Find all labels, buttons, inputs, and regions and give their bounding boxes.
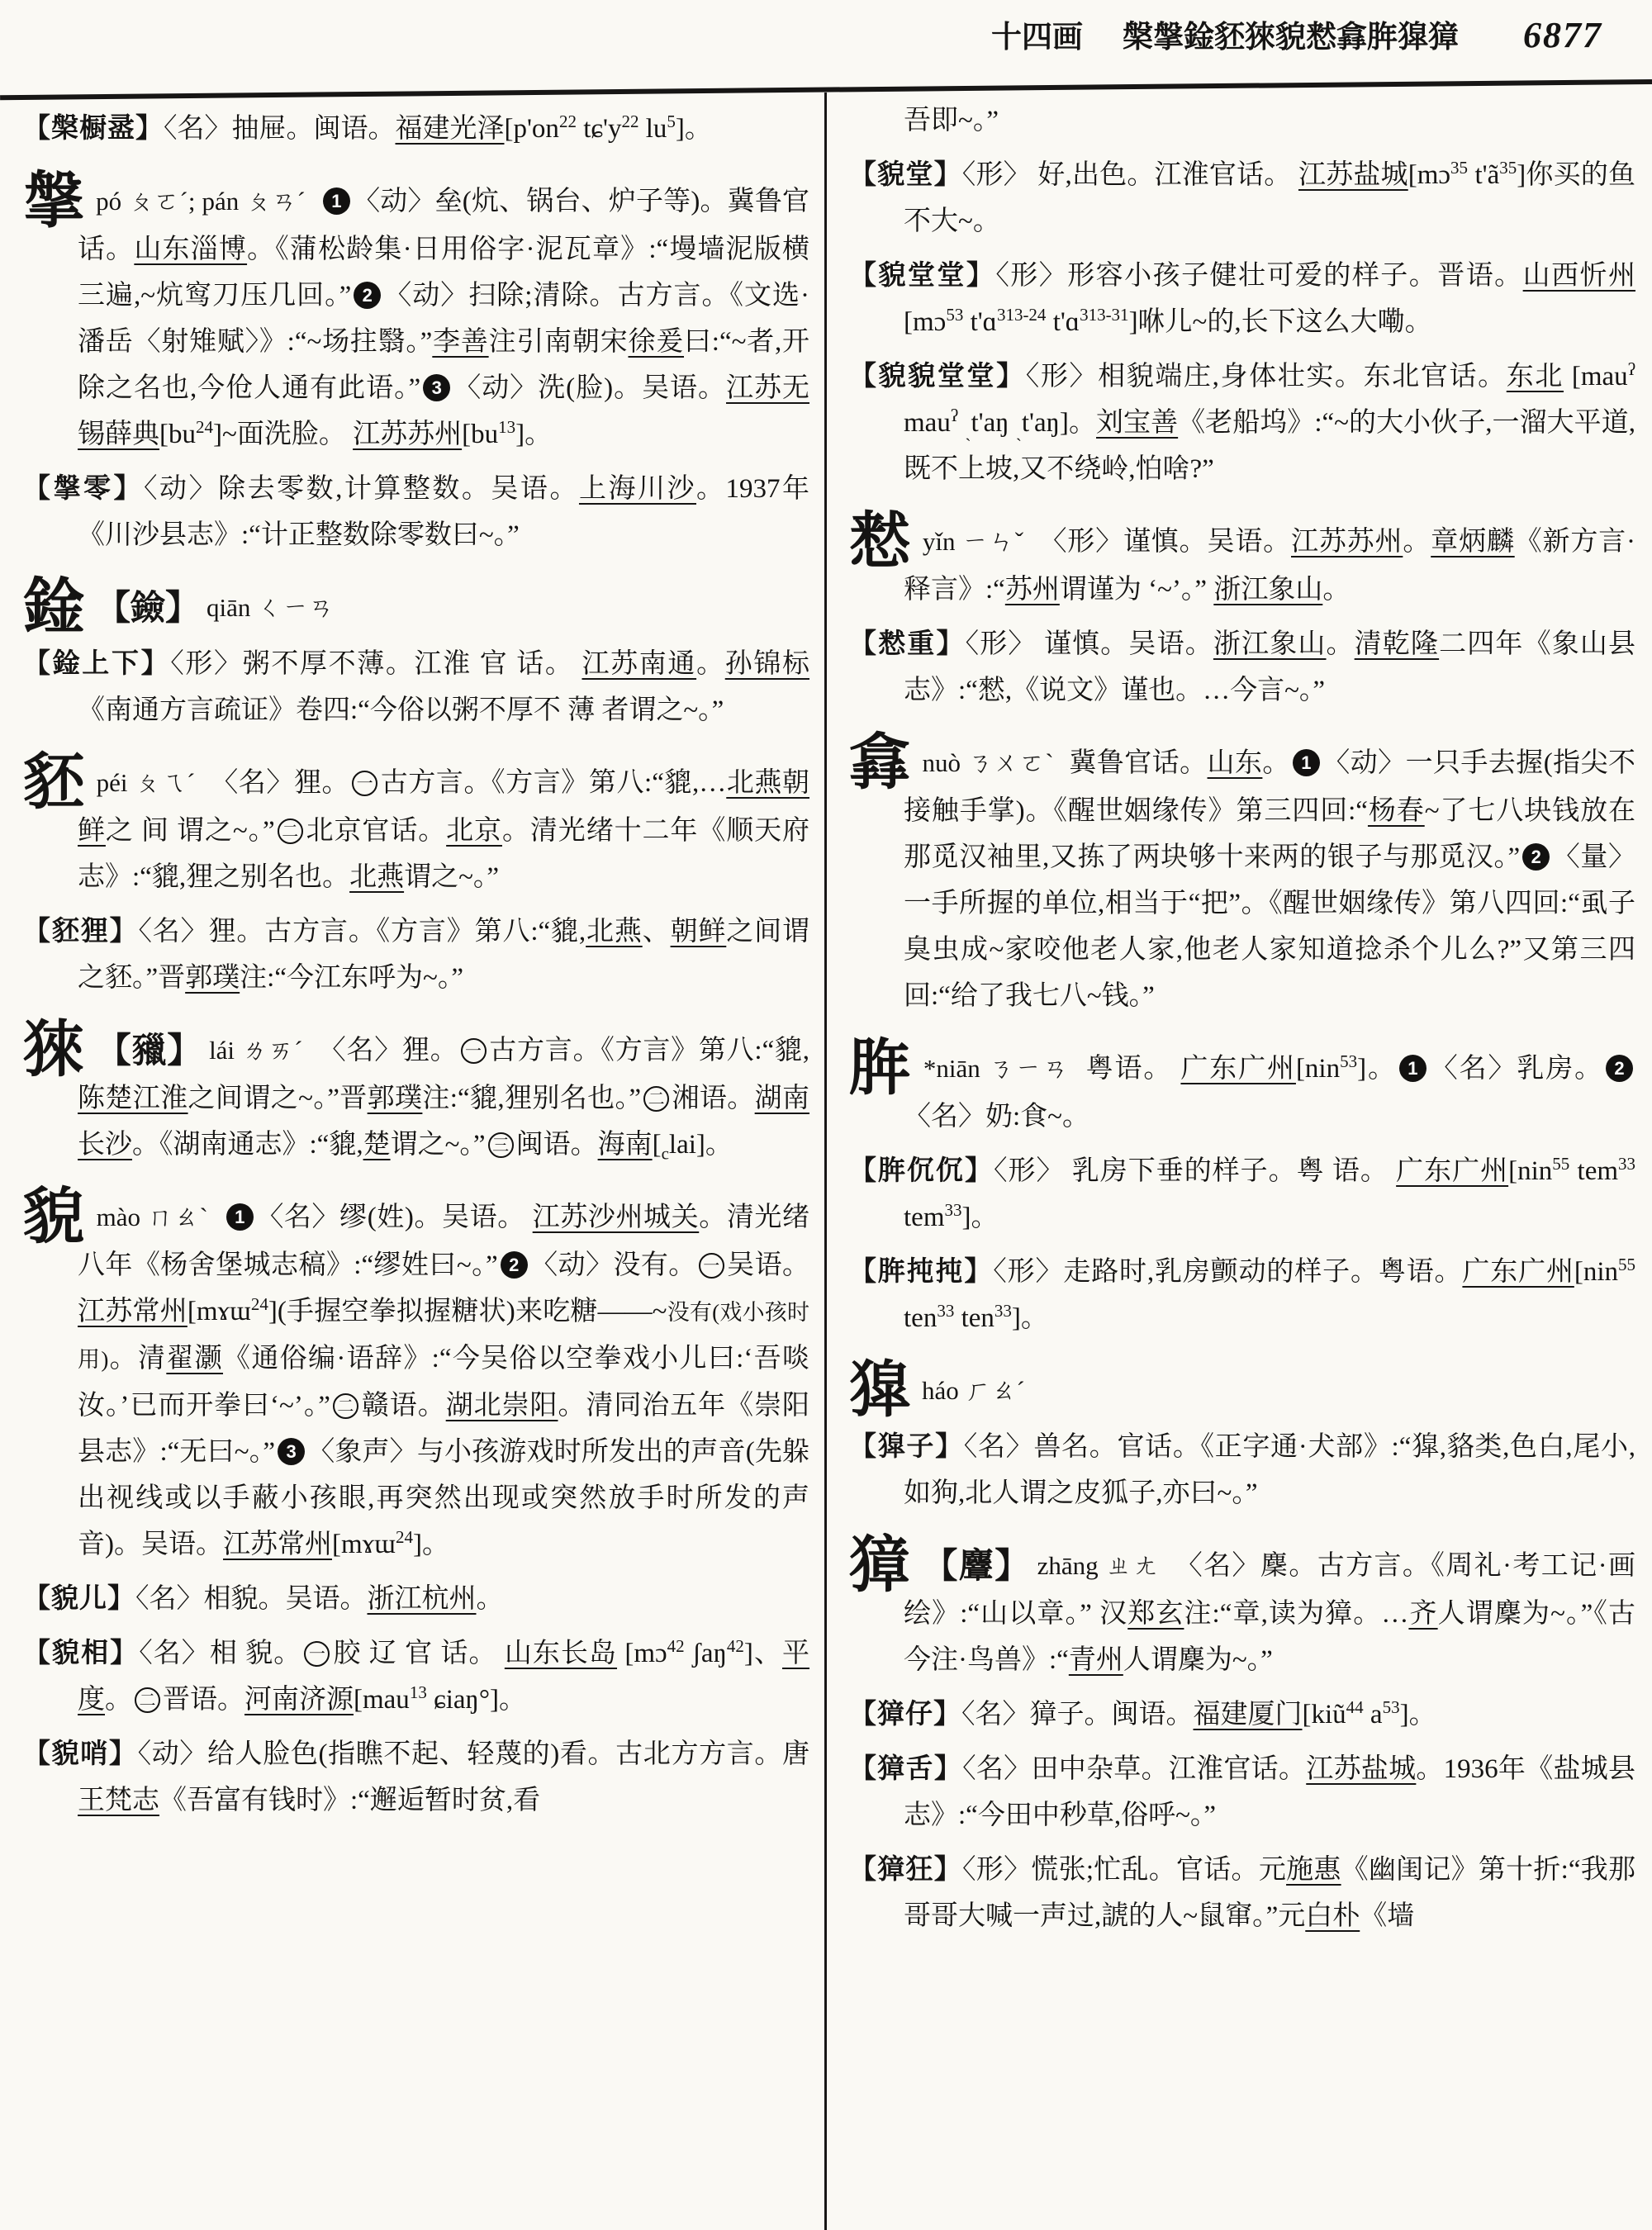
dictionary-entry (849, 508, 1635, 613)
dictionary-entry (849, 1847, 1635, 1939)
dictionary-entry (849, 353, 1635, 492)
dictionary-entry (23, 1184, 809, 1568)
dictionary-entry (23, 1731, 809, 1824)
entry-definition-text: 〈名〉田中杂草。江淮官话。江苏盐城。1936年《盐城县志》:“今田中秒草,俗呼~。” (904, 1754, 1635, 1830)
entry-definition-text: 〈形〉走路时,乳房颤动的样子。粤语。广东广州[nin$^{55}$ ten$^{33}$ ten$^{33}$]。 (904, 1255, 1635, 1333)
entry-head-character: 貌 (23, 1184, 85, 1251)
entry-definition-text: 〈形〉形容小孩子健壮可爱的样子。晋语。山西忻州[mɔ$^{53}$ t'ɑ$^{313-24}$ t'ɑ$^{313-31}$]咻儿~的,长下这么大嘞。 (904, 261, 1635, 337)
entry-head-character: 鍂 (23, 574, 84, 642)
entry-definition-text: 吾即~。” (904, 106, 999, 135)
entry-headword: 【慭重】 (849, 629, 966, 659)
dictionary-entry (23, 1017, 809, 1168)
dictionary-entry (23, 466, 809, 558)
entry-head-character: 慭 (849, 508, 911, 576)
dictionary-entry (849, 1746, 1635, 1839)
entry-definition-text: 〈形〉谨慎。吴语。江苏苏州。章炳麟《新方言·释言》:“苏州谓谨为 ‘~’。” 浙江象山。 (904, 527, 1635, 605)
entry-definition-text: 冀鲁官话。山东。 1 〈动〉一只手去握(指尖不接触手掌)。《醒世姻缘传》第三四回:“杨春~了七八块钱放在那觅汉袖里,又拣了两块够十来两的银子与那觅汉。” 2 〈量〉一手所握的单位,相当于“把”。《醒世姻缘传》第八四回:“虱子臭虫成~家咬他老人家,他老人家知道捻杀个儿么?”又第三四回:“给了我七八~钱。” (904, 748, 1635, 1011)
dictionary-entry (849, 1357, 1635, 1425)
entry-pronunciation: mào ㄇㄠˋ (96, 1203, 216, 1231)
dictionary-entry (23, 106, 809, 152)
entry-definition-text: 〈名〉狸。 一 古方言。《方言》第八:“貔,…北燕朝鲜之 间 谓之~。” 二 北京官话。北京。清光绪十二年《顺天府志》:“貔,狸之别名也。北燕谓之~。” (78, 768, 809, 892)
entry-definition-text: 〈名〉兽名。官话。《正字通·犬部》:“獔,貉类,色白,尾小,如狗,北人谓之皮狐子,亦曰~。” (904, 1432, 1635, 1508)
entry-pronunciation: lái ㄌㄞˊ (209, 1036, 311, 1065)
entry-traditional-form: 【麞】 (923, 1548, 1031, 1586)
entry-definition-text: 〈动〉除去零数,计算整数。吴语。上海川沙。1937年《川沙县志》:“计正整数除零数曰~。” (78, 474, 809, 550)
entry-definition-text: 〈名〉相貌。吴语。浙江杭州。 (135, 1584, 504, 1614)
running-head-headword-index: 槃搫鍂豾猍貌慭搻脌獔獐 (1123, 21, 1459, 55)
dictionary-entry (849, 152, 1635, 244)
entry-headword: 【貌堂】 (849, 160, 962, 190)
entry-headword: 【槃橱盝】 (23, 114, 164, 144)
entry-traditional-form: 【䝓】 (96, 1032, 203, 1070)
entry-headword: 【貌儿】 (23, 1584, 135, 1614)
dictionary-entry (849, 1532, 1635, 1683)
dictionary-entry (849, 1148, 1635, 1241)
entry-head-character: 豾 (23, 749, 85, 817)
entry-headword: 【貌貌堂堂】 (849, 362, 1026, 391)
entry-definition-text: 〈形〉 谨慎。吴语。浙江象山。清乾隆二四年《象山县志》:“憖,《说文》谨也。…今言~。” (904, 629, 1635, 705)
dictionary-entry (849, 1035, 1635, 1140)
page-number: 6877 (1523, 15, 1602, 55)
entry-definition-text: 〈形〉 好,出色。江淮官话。 江苏盐城[mɔ$^{35}$ $t'ã^{35}$]你买的鱼不大~。 (904, 158, 1635, 236)
dictionary-entry (23, 1576, 809, 1622)
entry-definition-text: 〈形〉粥不厚不薄。江淮 官 话。 江苏南通。孙锦标《南通方言疏证》卷四:“今俗以粥不厚不 薄 者谓之~。” (78, 649, 809, 725)
entry-head-character: 脌 (849, 1035, 912, 1103)
entry-definition-text: 〈形〉 乳房下垂的样子。粤 语。 广东广州[nin$^{55}$ tem$^{33}$ tem$^{33}$]。 (904, 1154, 1635, 1232)
entry-headword: 【獐仔】 (849, 1700, 961, 1729)
dictionary-entry (849, 621, 1635, 714)
entry-pronunciation: nuò ㄋㄨㄛˋ (922, 748, 1061, 777)
entry-headword: 【獐狂】 (849, 1855, 963, 1885)
entry-headword: 【脌伔伔】 (849, 1156, 994, 1186)
dictionary-entry (849, 729, 1635, 1019)
entry-headword: 【獐舌】 (849, 1754, 963, 1784)
running-head-stroke-section: 十四画 (991, 21, 1083, 55)
right-column (849, 97, 1635, 2230)
entry-head-character: 獔 (849, 1357, 910, 1425)
entry-definition-text: 〈名〉麇。古方言。《周礼·考工记·画绘》:“山以章。” 汉郑玄注:“章,读为獐。…齐人谓麇为~。”《古今注·鸟兽》:“青州人谓麇为~。” (904, 1551, 1635, 1675)
dictionary-entry (23, 574, 809, 642)
entry-headword: 【鍂上下】 (23, 649, 171, 679)
entry-pronunciation: háo ㄏㄠˊ (922, 1376, 1025, 1405)
entry-headword: 【豾狸】 (23, 917, 139, 947)
entry-headword: 【搫零】 (23, 474, 145, 504)
entry-headword: 【貌堂堂】 (849, 261, 996, 291)
entry-headword: 【脌扽扽】 (849, 1257, 994, 1287)
entry-definition-text: 〈形〉相貌端庄,身体壮实。东北官话。东北 [mau$^ʔ$ mau$^ʔ$ $_ˏ$t'aŋ $_ˏ$t'aŋ]。刘宝善《老船坞》:“~的大小伙子,一溜大平道,既不上坡,又不绕岭,怕啥?” (904, 359, 1635, 484)
dictionary-entry (849, 1249, 1635, 1341)
dictionary-entry (849, 1691, 1635, 1738)
left-column (23, 97, 809, 2230)
entry-definition-text: 〈形〉慌张;忙乱。官话。元施惠《幽闺记》第十折:“我那哥哥大喊一声过,諕的人~鼠窜。”元白朴《墙 (904, 1855, 1635, 1931)
entry-head-character: 猍 (23, 1017, 85, 1084)
entry-head-character: 搻 (849, 729, 911, 797)
dictionary-entry (23, 749, 809, 900)
dictionary-entry (849, 1424, 1635, 1516)
entry-definition-text: 〈名〉獐子。闽语。福建厦门[kiũ$^{44}$ $a^{53}$]。 (961, 1697, 1436, 1729)
dictionary-entry (23, 909, 809, 1001)
entry-head-character: 搫 (23, 168, 85, 235)
entry-definition-text: 〈名〉狸。古方言。《方言》第八:“貔,北燕、朝鲜之间谓之豾。”晋郭璞注:“今江东呼为~。” (78, 917, 809, 993)
entry-pronunciation: yǐn ㄧㄣˇ (922, 527, 1032, 556)
entry-definition-text: 粤语。 广东广州[nin$^{53}$]。 1 〈名〉乳房。 2〈名〉奶:食~。 (904, 1054, 1635, 1132)
entry-pronunciation: pó ㄆㄛˊ; pán ㄆㄢˊ (96, 187, 312, 216)
page-header (0, 12, 1602, 69)
dictionary-entry (23, 168, 809, 458)
dictionary-entry (23, 641, 809, 733)
entry-headword: 【貌相】 (23, 1639, 140, 1668)
entry-definition-text: 1 〈动〉垒(炕、锅台、炉子等)。冀鲁官话。山东淄博。《蒲松龄集·日用俗字·泥瓦章》:“墁墙泥版横三遍,~炕窎刀压几回。” 2 〈动〉扫除;清除。古方言。《文选·潘岳〈射雉赋〉》:“~场拄翳。”李善注引南朝宋徐爰曰:“~者,开除之名也,今伧人通有此语。” 3 〈动〉洗(脸)。吴语。江苏无锡薛典$[bu^{24}]\sim$面洗脸。 江苏苏州$[bu^{13}]$。 (78, 187, 809, 449)
entry-pronunciation: qiān ㄑㄧㄢ (206, 593, 335, 622)
entry-pronunciation: péi ㄆㄟˊ (96, 768, 203, 797)
dictionary-entry (23, 1630, 809, 1723)
entry-definition-text: 〈名〉狸。 一 古方言。《方言》第八:“貔,陈楚江淮之间谓之~。”晋郭璞注:“貔,狸别名也。” 二 湘语。湖南长沙。《湖南通志》:“貔,楚谓之~。” 三 闽语。海南$[_clai]$。 (78, 1036, 809, 1164)
dictionary-entry (849, 97, 1635, 144)
entry-definition-text: 〈名〉相 貌。 一 胶 辽 官 话。 山东长岛 [mɔ$^{42}$ ʃaŋ$^{42}$]、平度。 二 晋语。河南济源[mau$^{13}$ ɕiaŋ°]。 (78, 1636, 809, 1715)
entry-headword: 【貌哨】 (23, 1739, 138, 1769)
entry-pronunciation: zhāng ㄓㄤ (1037, 1551, 1167, 1580)
column-divider (824, 93, 827, 2230)
entry-definition-text: 〈动〉给人脸色(指瞧不起、轻蔑的)看。古北方方言。唐王梵志《吾富有钱时》:“邂逅暂时贫,看 (78, 1739, 809, 1815)
entry-definition-text: 〈名〉抽屉。闽语。福建光泽[$p'on^{22}$ $tɕ'y^{22}$ $lu^5$]。 (164, 112, 712, 144)
entry-headword: 【獔子】 (849, 1432, 964, 1462)
entry-pronunciation: *niān ㄋㄧㄢ (923, 1054, 1078, 1083)
entry-definition-text: 1 〈名〉缪(姓)。吴语。 江苏沙州城关。清光绪八年《杨舍堡城志稿》:“缪姓曰~。” 2 〈动〉没有。 一 吴语。江苏常州[mɤɯ$^{24}$](手握空拳拟握糖状)来吃糖——~没有(戏小孩时用)。清翟灏《通俗编·语辞》:“今吴俗以空拳戏小儿曰:‘吾啖汝。’已而开拳曰‘~’。” 二 赣语。湖北崇阳。清同治五年《崇阳县志》:“无曰~。” 3 〈象声〉与小孩游戏时所发出的声音(先躲出视线或以手蔽小孩眼,再突然出现或突然放手时所发的声音)。吴语。江苏常州[mɤɯ$^{24}$]。 (78, 1203, 809, 1559)
entry-traditional-form: 【鐱】 (96, 590, 201, 628)
dictionary-entry (849, 253, 1635, 345)
entry-head-character: 獐 (849, 1532, 912, 1600)
